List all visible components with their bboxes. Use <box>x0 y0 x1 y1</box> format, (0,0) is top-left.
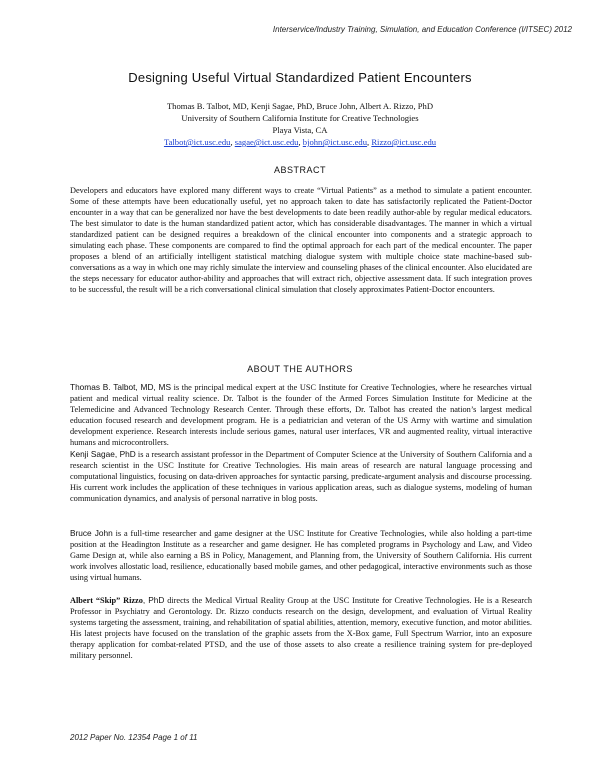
email-separator: , <box>367 137 372 147</box>
bio-name-suffix: , PhD <box>142 595 165 605</box>
bio-name: Thomas B. Talbot, MD, MS <box>70 382 171 392</box>
email-separator: , <box>230 137 235 147</box>
abstract-heading: ABSTRACT <box>273 165 326 175</box>
author-block <box>0 100 600 148</box>
running-header: Interservice/Industry Training, Simulation, and Education Conference (I/ITSEC) 2012 <box>272 25 572 34</box>
page-footer: 2012 Paper No. 12354 Page 1 of 11 <box>70 733 198 742</box>
email-separator: , <box>298 137 303 147</box>
bio-text: directs the Medical Virtual Reality Group at the USC Institute for Creative Technologies. He is a Research Professor in Psychiatry and Gerontology. Dr. Rizzo conducts research on the design, development, and evaluation of Virtual Reality systems targeting the assessment, training, and rehabilitation of spatial abilities, attention, memory, executive function, and motor abilities. His latest projects have focused on the translation of the graphic assets from the X-Box game, Full Spectrum Warrior, into an exposure therapy application for combat-related PTSD, and the use of those assets to also create a resilience training system for pre-deployed military personnel. <box>70 596 532 660</box>
bio-talbot <box>70 382 532 448</box>
email-link-john[interactable]: bjohn@ict.usc.edu <box>302 137 368 147</box>
abstract-text: Developers and educators have explored many different ways to create “Virtual Patients” as a method to simulate a patient encounter. Some of these attempts have been educationally useful, yet no approach taken to date has satisfactorily replicated the Patient-Doctor encounter in a way that can be generalized nor have the best developments to date been readily author-able by regular medical educators. The best simulator to date is the human standardized patient actor, which has considerable disadvantages. The manner in which a virtual standardized patient can be designed requires a breakdown of the clinical encounter into components and a strategic approach to simulating each phase. These components are compared to find the optimal approach for each part of the medical encounter. The paper proposes a blend of an artificially intelligent statistical matching dialogue system with multiple choice state machine-based sub-conversations as a way in which one may richly simulate the interview and counseling phases of the clinical encounter. Also elucidated are the steps necessary for educator author-ability and approaches that will extract rich, objective assessment data. If such integration proves to be successful, the result will be a rich conversational clinical simulation that closely approximates Patient-Doctor encounters. <box>70 186 532 294</box>
bio-john <box>70 528 532 583</box>
author-affiliation: University of Southern California Institute for Creative Technologies <box>181 113 419 123</box>
author-location: Playa Vista, CA <box>272 125 328 135</box>
bio-name: Kenji Sagae, PhD <box>70 449 136 459</box>
bio-name: Albert “Skip” Rizzo <box>70 596 143 605</box>
bio-name: Bruce John <box>70 528 113 538</box>
email-link-talbot[interactable]: Talbot@ict.usc.edu <box>163 137 231 147</box>
bio-text: is a research assistant professor in the Department of Computer Science at the University of Southern California and a research scientist in the USC Institute for Creative Technologies. His main areas of research are natural language processing and computational linguistics, focusing on data-driven approaches for syntactic parsing, predicate-argument analysis and discourse processing. His current work includes the application of these techniques in various application areas, such as dialogue systems, modeling of human communication dynamics, and analysis of personal narrative in blog posts. <box>70 450 532 503</box>
bio-text: is a full-time researcher and game designer at the USC Institute for Creative Technologies, while also holding a part-time position at the Headington Institute as a researcher and game designer. He has completed programs in Psychology and Law, and Video Game Design at, while also earning a BS in Policy, Management, and Planning from, the University of Southern California. His current work involves allostatic load, resilience, educationally based mobile games, and other pedagogical, interactive environments such as those using virtual humans. <box>70 529 532 582</box>
paper-title: Designing Useful Virtual Standardized Patient Encounters <box>128 70 472 85</box>
email-link-rizzo[interactable]: Rizzo@ict.usc.edu <box>371 137 437 147</box>
email-link-sagae[interactable]: sagae@ict.usc.edu <box>234 137 299 147</box>
author-names: Thomas B. Talbot, MD, Kenji Sagae, PhD, Bruce John, Albert A. Rizzo, PhD <box>166 101 434 111</box>
bio-sagae <box>70 449 532 504</box>
bio-text: is the principal medical expert at the USC Institute for Creative Technologies, where he researches virtual patient and medical virtual reality science. Dr. Talbot is the founder of the Armed Forces Simulation Institute for Medicine at the Telemedicine and Advanced Technology Research Center. Through these efforts, Dr. Talbot has created the nation’s largest medical education focused research and development program. He is a pediatrician and veteran of the US Army with wartime and simulation development experience. Research interests include serious games, natural user interfaces, VR and augmented reality, virtual interactive humans and microcontrollers. <box>70 383 532 447</box>
bio-rizzo <box>70 595 532 661</box>
about-authors-heading: ABOUT THE AUTHORS <box>247 364 353 374</box>
author-emails <box>0 136 600 148</box>
